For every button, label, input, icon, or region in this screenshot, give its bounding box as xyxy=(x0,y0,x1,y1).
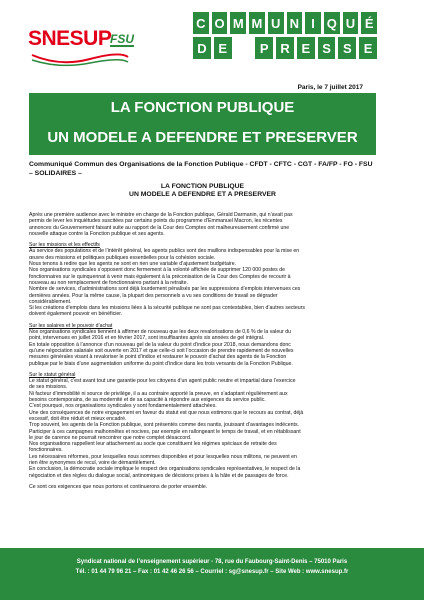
banner-letter: E xyxy=(214,37,232,59)
text-line: annonces du Gouvernement faisant suite au rapport de la Cour des Comptes ont malheureusement confirmé une xyxy=(29,224,290,231)
banner-letter: S xyxy=(318,37,336,59)
text-line: C’est pourquoi, nos organisations syndicales y sont fondamentalement attachées. xyxy=(29,403,217,410)
text-line: Les nécessaires réformes, pour lesquelles nous sommes disponibles et pour lesquelles nous militons, ne peuvent en xyxy=(29,453,297,460)
section-statut-text xyxy=(29,378,379,479)
section-title-missions: Sur les missions et les effectifs xyxy=(29,242,100,249)
text-line: de ses missions. xyxy=(29,384,68,391)
center-title xyxy=(29,183,376,199)
banner-letter: Q xyxy=(324,12,340,34)
text-line: négociation et des règles du dialogue social, antinomiques de décisions prises à la hâte et de passages de force. xyxy=(29,472,289,479)
center-title-line-1: LA FONCTION PUBLIQUE xyxy=(160,183,245,190)
text-line: publique par le biais d’une augmentation uniforme du point d’indice dans les trois versants de la Fonction Publique. xyxy=(29,360,293,367)
text-line: dernières années. Pour la même cause, la plupart des personnels a vu ses conditions de travail se dégrader xyxy=(29,292,278,299)
banner-letter: N xyxy=(287,12,303,34)
banner-row-de-presse xyxy=(193,37,377,59)
text-line: En totale opposition à l’annonce d’un nouveau gel de la valeur du point d’indice pour 2018, nous demandons donc xyxy=(29,341,291,348)
banner-letter: M xyxy=(230,12,246,34)
footer-address: Syndicat national de l’enseignement supérieur - 78, rue du Faubourg-Saint-Denis – 75010 Paris xyxy=(76,559,348,565)
section-title-statut: Sur le statut général xyxy=(29,371,76,378)
banner-letter: I xyxy=(305,12,321,34)
text-line: permis de lever les inquiétudes suscitées par certains points du programme d’Emmanuel Macron, les récentes xyxy=(29,218,283,225)
text-line: Nombre de services, d’administrations sont déjà lourdement pénalisés par les suppressions d’emplois intervenues ces xyxy=(29,286,301,293)
logo-fsu-text: FSU xyxy=(110,32,134,46)
text-line: point, intervenues en juillet 2016 et en février 2017, sont insuffisantes après six années de gel intégral. xyxy=(29,335,265,342)
text-line: fonctionnaires sur le quinquennat à venir mais également à la préconisation de la Cour des Comptes de recourir à xyxy=(29,273,291,280)
section-missions-text xyxy=(29,248,379,317)
banner-letter: C xyxy=(193,12,209,34)
text-line: besoins contemporains, de sa modernité et de sa capacité à répondre aux exigences du service public. xyxy=(29,397,266,404)
text-line: Trop souvent, les agents de la Fonction publique, sont présentés comme des nantis, jouissant d’avantages indécents. xyxy=(29,422,300,429)
text-line: Ni facteur d’immobilité ni source de privilège, il a au contraire apporté la preuve, en s’adaptant régulièrement aux xyxy=(29,390,288,397)
text-line: mesures générales visant à revaloriser le point d’indice et restaurer le pouvoir d’achat des agents de la Fonction xyxy=(29,354,287,361)
banner-letter: O xyxy=(212,12,228,34)
communique-de-presse-banner xyxy=(193,12,377,62)
banner-letter: M xyxy=(249,12,265,34)
banner-letter: U xyxy=(343,12,359,34)
header xyxy=(0,0,424,80)
text-line: Nos organisations syndicales s’opposent donc fermement à la volonté affichée de supprimer 120 000 postes de xyxy=(29,267,285,274)
text-line: qu’une négociation salariale soit ouverte en 2017 et que celle-ci soit l’occasion de prendre rapidement de nouvelles xyxy=(29,347,294,354)
text-line: Au service des populations et de l’intérêt général, les agents publics sont des maillons indispensables pour la mise en xyxy=(29,248,300,255)
section-title-salaires: Sur les salaires et le pouvoir d’achat xyxy=(29,322,113,329)
text-line: Si les créations d’emplois dans les missions liées à la sécurité publique ne sont pas contestables, bien d’autres secteurs xyxy=(29,305,305,312)
text-line: doivent également pouvoir en bénéficier. xyxy=(29,311,123,318)
banner-letter: É xyxy=(361,12,377,34)
text-line: considérablement. xyxy=(29,298,72,305)
text-line: En conclusion, la démocratie sociale implique le respect des organisations syndicales représentatives, le respect de la xyxy=(29,466,301,473)
communique-subheading: Communiqué Commun des Organisations de la Fonction Publique - CFDT - CFTC - CGT - FA/FP - FO - FSU – SOLIDAIRES – xyxy=(29,161,373,177)
text-line: fonctionnaires. xyxy=(29,447,63,454)
text-line: nouveau au non remplacement de fonctionnaires partant à la retraite. xyxy=(29,279,188,286)
footer-contact: Tél. : 01 44 79 96 21 – Fax : 01 42 46 26 56 – Courriel : sg@snesup.fr – Site Web : www.snesup.fr xyxy=(75,569,349,575)
banner-letter: U xyxy=(268,12,284,34)
text-line: rien être synonymes de recul, voire de démantèlement. xyxy=(29,459,156,466)
text-line: Nos organisations syndicales tiennent à affirmer de nouveau que les deux revalorisations de 0,6 % de la valeur du xyxy=(29,329,292,336)
closing-line: Ce sont ces exigences que nous portons et continuerons de porter ensemble. xyxy=(29,483,208,490)
text-line: œuvre des missions et politiques publiques essentielles pour la cohésion sociale. xyxy=(29,254,216,261)
banner-letter xyxy=(235,37,253,59)
banner-letter: S xyxy=(338,37,356,59)
logo-main-text: SNESUP xyxy=(28,27,112,50)
section-salaires-text xyxy=(29,329,379,367)
title-banner xyxy=(29,93,376,155)
text-line: Nous tenons à redire que les agents ne sont en rien une variable d’ajustement budgétaire. xyxy=(29,261,237,268)
text-line: nouvelle attaque contre la Fonction publique et ses agents. xyxy=(29,230,165,237)
document-date: Paris, le 7 juillet 2017 xyxy=(297,84,363,91)
body-text xyxy=(29,212,379,490)
banner-letter: E xyxy=(297,37,315,59)
center-title-line-2: UN MODELE A DEFENDRE ET A PRESERVER xyxy=(129,191,276,198)
text-line: Une des conséquences de notre engagement en faveur du statut est que nous estimons que le recours au contrat, déjà xyxy=(29,409,304,416)
snesup-logo xyxy=(28,28,138,68)
logo-mark-icon xyxy=(30,51,130,67)
footer xyxy=(0,548,424,600)
intro-paragraph xyxy=(29,212,379,237)
text-line: excessif, doit être réduit et mieux encadré. xyxy=(29,415,127,422)
banner-letter: R xyxy=(276,37,294,59)
title-line-2: UN MODELE A DEFENDRE ET PRESERVER xyxy=(47,129,358,146)
banner-letter: E xyxy=(359,37,377,59)
text-line: Nos organisations rappellent leur attachement au socle que constituent les régimes spéciaux de retraite des xyxy=(29,441,277,448)
title-line-1: LA FONCTION PUBLIQUE xyxy=(110,99,295,116)
banner-letter: P xyxy=(255,37,273,59)
text-line: Participer à ces campagnes malhonnêtes et nocives, par exemple en rallongeant le temps de travail, et en rétablissant xyxy=(29,428,301,435)
text-line: Le statut général, c’est avant tout une garantie pour les citoyens d’un agent public neutre et impartial dans l’exercice xyxy=(29,378,296,385)
banner-row-communique xyxy=(193,12,377,34)
banner-letter: D xyxy=(193,37,211,59)
text-line: Après une première audience avec le ministre en charge de la Fonction publique, Gérald Darmanin, qui n’avait pas xyxy=(29,212,293,218)
text-line: le jour de carence ne pourrait rencontrer que notre complet désaccord. xyxy=(29,434,192,441)
